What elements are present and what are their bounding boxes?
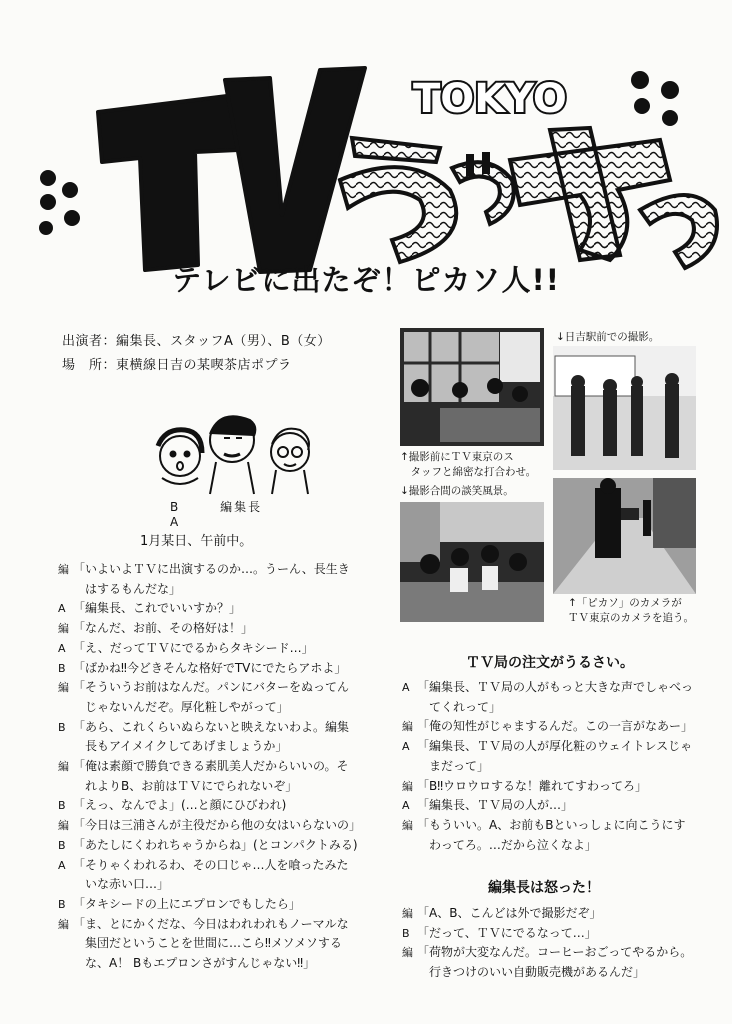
dialogue-line bbox=[58, 836, 358, 856]
photo-meeting bbox=[400, 328, 544, 446]
speaker-mark bbox=[58, 737, 73, 757]
dialogue-line bbox=[402, 737, 702, 757]
speaker-mark bbox=[402, 757, 417, 777]
page-subtitle: テレビに出たぞ！ピカソ人!! bbox=[172, 263, 560, 297]
label-b: B bbox=[170, 500, 181, 514]
dialogue-text: 「そりゃくわれるわ、その口じゃ…人を喰ったみた bbox=[73, 857, 349, 872]
illustration-labels bbox=[170, 498, 340, 529]
dialogue-line bbox=[58, 678, 358, 698]
speaker-mark: A bbox=[58, 641, 66, 655]
dialogue-text: 「いよいよＴＶに出演するのか…。うーん、長生き bbox=[73, 562, 350, 576]
speaker-mark: A bbox=[402, 740, 410, 754]
speaker-mark: 編 bbox=[58, 917, 69, 931]
speaker-mark: B bbox=[58, 897, 66, 911]
speaker-mark: 編 bbox=[402, 779, 413, 793]
speaker-mark: B bbox=[402, 926, 410, 940]
dialogue-text: 長もアイメイクしてあげましょうか」 bbox=[73, 739, 288, 754]
dialogue-text: まだって」 bbox=[417, 758, 490, 773]
photo-break bbox=[400, 502, 544, 622]
dialogue-left bbox=[58, 560, 362, 974]
speaker-mark: 編 bbox=[402, 907, 413, 920]
speaker-mark bbox=[58, 777, 73, 797]
dialogue-text: 「だって、ＴＶにでるなって…」 bbox=[417, 925, 597, 940]
speaker-mark bbox=[402, 963, 417, 983]
dialogue-text: 「タキシードの上にエプロンでもしたら」 bbox=[73, 896, 301, 911]
dialogue-line bbox=[402, 904, 702, 924]
dialogue-text: 「編集長、ＴＶ局の人がもっと大きな声でしゃべっ bbox=[417, 680, 694, 694]
dialogue-text: 「俺の知性がじゃまするんだ。この一言がなあー」 bbox=[417, 719, 694, 734]
dialogue-text: 「ばかね‼今どきそんな格好でTVにでたらアホよ」 bbox=[73, 660, 347, 675]
dialogue-text: じゃないんだぞ。厚化粧しやがって」 bbox=[73, 699, 289, 714]
dialogue-line bbox=[58, 875, 358, 895]
dialogue-line bbox=[58, 856, 358, 876]
speaker-mark: 編 bbox=[58, 681, 69, 695]
dialogue-line bbox=[402, 698, 702, 718]
dialogue-text: な、A！ Bもエプロンさがすんじゃない‼」 bbox=[73, 956, 316, 971]
dialogue-line bbox=[58, 580, 358, 600]
dialogue-text: 「ま、とにかくだな、今日はわれわれもノーマルな bbox=[73, 916, 349, 931]
dialogue-line bbox=[58, 954, 358, 974]
dialogue-line bbox=[58, 915, 358, 935]
speaker-mark: A bbox=[402, 799, 410, 813]
dialogue-text: はするもんだな」 bbox=[73, 581, 182, 596]
caption-station: ↓日吉駅前での撮影。 bbox=[556, 331, 660, 343]
speaker-mark: 編 bbox=[402, 946, 413, 960]
speaker-mark bbox=[58, 698, 73, 718]
dialogue-text: いな赤い口…」 bbox=[73, 877, 170, 892]
dialogue-line bbox=[402, 777, 702, 797]
photo-station bbox=[553, 346, 696, 470]
dialogue-text: わってろ。…だから泣くなよ」 bbox=[417, 837, 597, 852]
dialogue-line bbox=[402, 678, 702, 698]
dialogue-text: 「そういうお前はなんだ。パンにバターをぬってん bbox=[73, 680, 350, 695]
dialogue-text: 「今日は三浦さんが主役だから他の女はいらないの」 bbox=[73, 818, 362, 833]
dialogue-line bbox=[402, 717, 702, 737]
dialogue-line bbox=[58, 796, 358, 816]
dialogue-line bbox=[58, 560, 358, 580]
speaker-mark: 編 bbox=[402, 818, 413, 832]
dialogue-text: 「A、B、こんどは外で撮影だぞ」 bbox=[417, 906, 602, 920]
dialogue-line bbox=[58, 934, 358, 954]
speaker-mark: A bbox=[58, 602, 66, 616]
title-logo bbox=[20, 40, 720, 280]
dialogue-line bbox=[58, 639, 358, 659]
dialogue-text: れよりB、お前はＴＶにでられないぞ」 bbox=[73, 778, 298, 793]
dialogue-text: 「編集長、ＴＶ局の人が厚化粧のウェイトレスじゃ bbox=[417, 739, 693, 754]
cast-line: 出演者：編集長、スタッフA（男）、B（女） bbox=[62, 334, 331, 349]
dialogue-line bbox=[58, 816, 362, 836]
speaker-mark bbox=[58, 580, 73, 600]
speaker-mark: 編 bbox=[58, 760, 69, 774]
dialogue-text: 「え、だってＴＶにでるからタキシード…」 bbox=[73, 640, 314, 655]
caption-camera: ↑「ピカソ」のカメラが ＴＶ東京のカメラを追う。 bbox=[568, 597, 694, 624]
section-heading-tv: ＴＶ局の注文がうるさい。 bbox=[466, 655, 634, 671]
speaker-mark: A bbox=[402, 681, 410, 694]
label-editor: 編集長 bbox=[220, 500, 263, 514]
speaker-mark: B bbox=[58, 720, 66, 734]
label-a: A bbox=[170, 515, 181, 529]
place-line: 場 所：東横線日吉の某喫茶店ポプラ bbox=[62, 358, 292, 373]
dialogue-line bbox=[58, 659, 358, 679]
dialogue-line bbox=[58, 777, 358, 797]
dialogue-line bbox=[58, 757, 358, 777]
caption-break: ↓撮影合間の談笑風景。 bbox=[400, 485, 514, 497]
speaker-mark bbox=[402, 698, 417, 718]
dialogue-line bbox=[58, 619, 358, 639]
speaker-mark: 編 bbox=[58, 622, 69, 636]
dialogue-text: 「編集長、これでいいすか？」 bbox=[73, 601, 242, 616]
speaker-mark bbox=[402, 836, 417, 856]
dialogue-right-1 bbox=[402, 678, 702, 855]
dialogue-text: 「もういい。A、お前もBといっしょに向こうにす bbox=[417, 817, 686, 832]
dialogue-text: 「なんだ、お前、その格好は！」 bbox=[73, 621, 254, 636]
speaker-mark: B bbox=[58, 799, 66, 813]
dialogue-text: 「あら、これくらいぬらないと映えないわよ。編集 bbox=[73, 719, 350, 734]
speaker-mark: B bbox=[58, 661, 66, 675]
dialogue-text: 「B‼ウロウロするな！離れてすわってろ」 bbox=[417, 778, 647, 793]
dialogue-text: 集団だということを世間に…こら‼メソメソする bbox=[73, 936, 342, 951]
dialogue-text: 行きつけのいい自動販売機があるんだ」 bbox=[417, 965, 646, 980]
dialogue-text: てくれって」 bbox=[417, 699, 502, 714]
speaker-mark: 編 bbox=[58, 563, 69, 576]
dialogue-line bbox=[402, 816, 702, 836]
caption-meeting: ↑撮影前にＴＶ東京のス タッフと綿密な打合わせ。 bbox=[400, 451, 537, 478]
dialogue-line bbox=[402, 757, 702, 777]
speaker-mark: A bbox=[58, 858, 66, 872]
dialogue-line bbox=[402, 943, 702, 963]
dialogue-line bbox=[58, 737, 358, 757]
dialogue-text: 「荷物が大変なんだ。コーヒーおごってやるから。 bbox=[417, 945, 693, 960]
speaker-mark bbox=[58, 875, 73, 895]
dialogue-line bbox=[58, 599, 358, 619]
dialogue-line bbox=[402, 836, 702, 856]
speaker-mark: 編 bbox=[58, 819, 69, 833]
dialogue-line bbox=[402, 963, 702, 983]
section-heading-angry: 編集長は怒った！ bbox=[488, 880, 600, 896]
dialogue-line bbox=[402, 796, 702, 816]
speaker-mark: 編 bbox=[402, 720, 413, 734]
date-line: 1月某日、午前中。 bbox=[140, 534, 253, 549]
dialogue-line bbox=[402, 924, 702, 944]
dialogue-text: 「編集長、ＴＶ局の人が…」 bbox=[417, 798, 574, 813]
tokyo-badge: TOKYO bbox=[413, 76, 567, 122]
speaker-mark bbox=[58, 934, 73, 954]
speaker-mark bbox=[58, 954, 73, 974]
photo-camera bbox=[553, 478, 696, 594]
dialogue-text: 「えっ、なんでよ」(…と顔にひびわれ) bbox=[73, 798, 287, 813]
speaker-mark: B bbox=[58, 838, 66, 852]
dialogue-text: 「俺は素顔で勝負できる素肌美人だからいいの。そ bbox=[73, 759, 349, 774]
dialogue-line bbox=[58, 718, 358, 738]
dialogue-line bbox=[58, 895, 358, 915]
dialogue-line bbox=[58, 698, 358, 718]
dialogue-right-2 bbox=[402, 904, 702, 983]
dialogue-text: 「あたしにくわれちゃうからね」(とコンパクトみる) bbox=[73, 837, 358, 852]
